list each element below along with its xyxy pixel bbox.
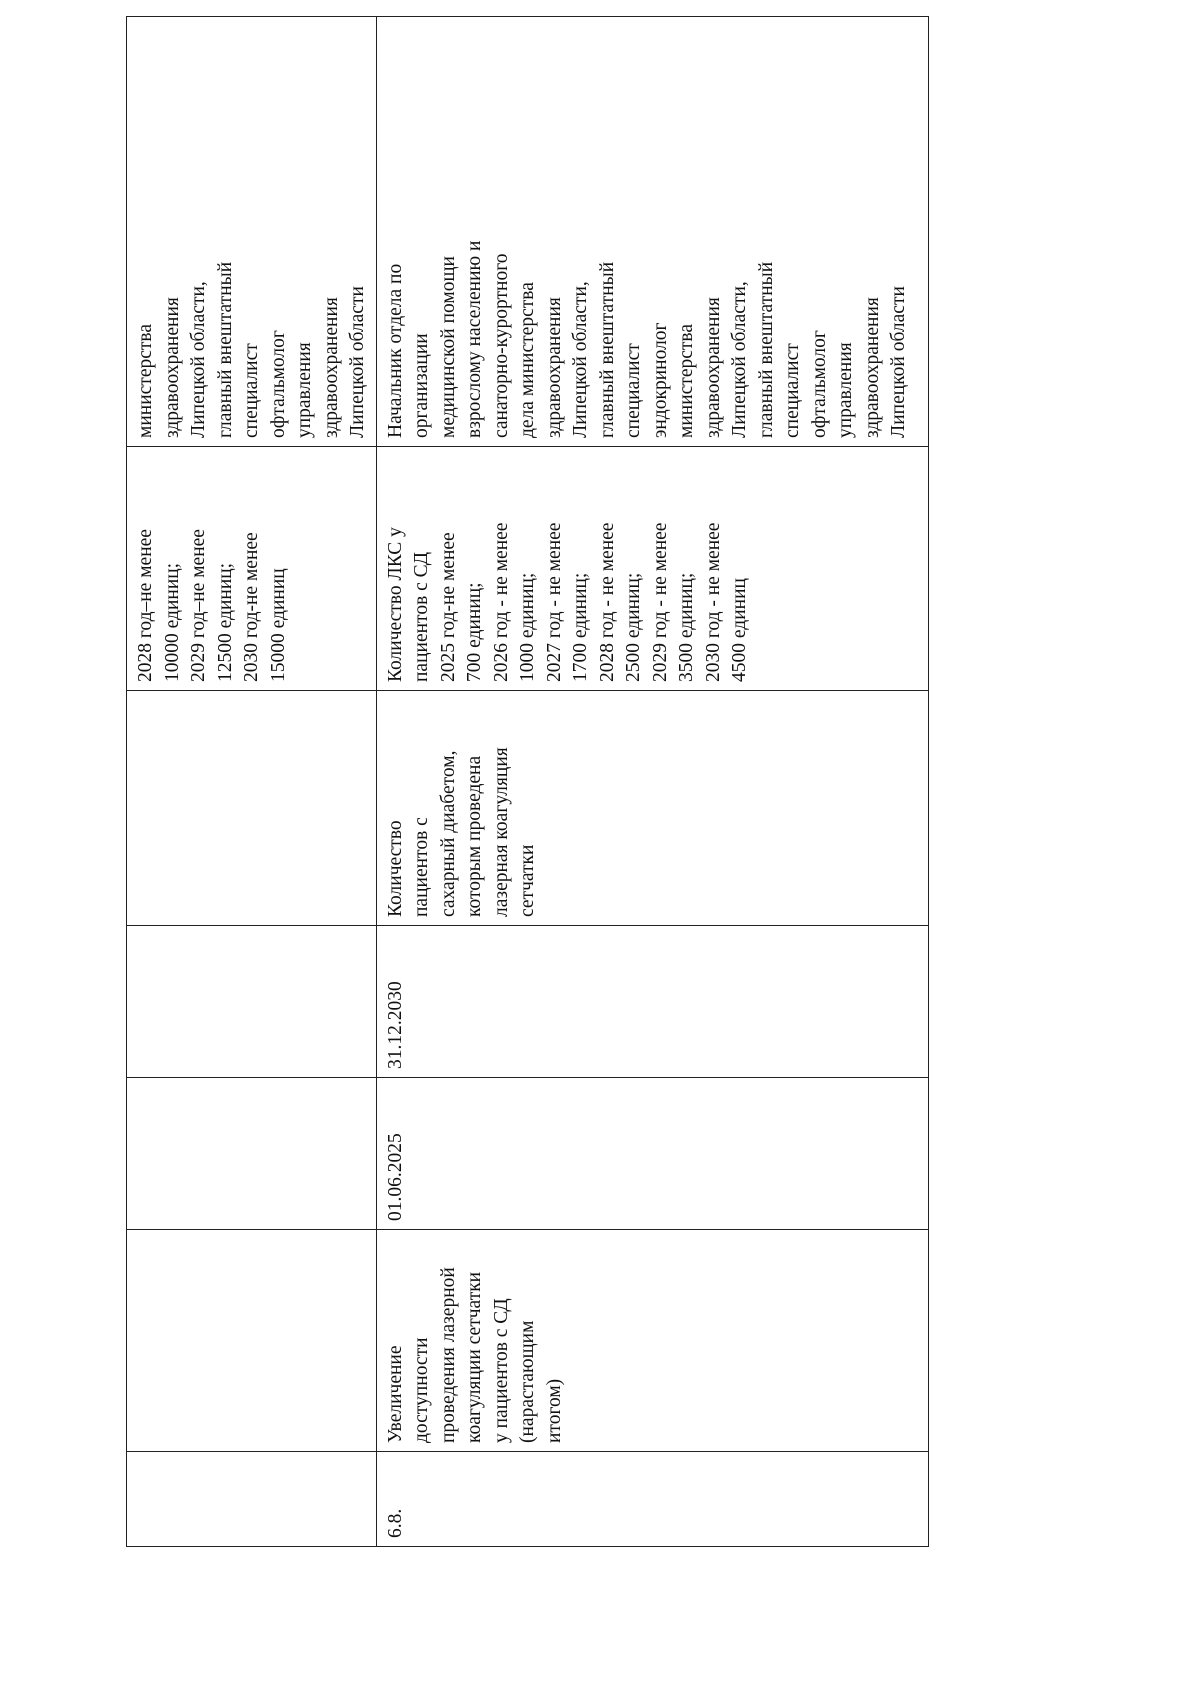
table-row-continuation (127, 17, 377, 1547)
end-date: 31.12.2030 (384, 981, 406, 1069)
table-row-6-8 (376, 17, 928, 1547)
cell-start-date (376, 1078, 928, 1230)
cell-number-empty (127, 1452, 377, 1547)
cell-indicator-empty (127, 691, 377, 926)
cell-end-date (376, 926, 928, 1078)
rotated-page-content (126, 17, 916, 1547)
cell-indicator (376, 691, 928, 926)
plan-table (126, 16, 929, 1547)
cell-end-date-empty (127, 926, 377, 1078)
row-number: 6.8. (384, 1508, 406, 1538)
cell-responsible (376, 17, 928, 447)
cell-indicator-values (376, 447, 928, 691)
cell-activity (376, 1230, 928, 1452)
indicator-values-text: 2028 год–не менее 10000 единиц; 2029 год–не менее 12500 единиц; 2030 год-не менее 15000 единиц (135, 529, 289, 682)
cell-activity-empty (127, 1230, 377, 1452)
cell-number (376, 1452, 928, 1547)
cell-responsible (127, 17, 377, 447)
responsible-text: министерства здравоохранения Липецкой области, главный внештатный специалист офтальмолог управления здравоохранения Липецкой области (135, 261, 368, 438)
cell-start-date-empty (127, 1078, 377, 1230)
cell-indicator-values (127, 447, 377, 691)
indicator-values-text: Количество ЛКС у пациентов с СД 2025 год-не менее 700 единиц; 2026 год - не менее 1000 единиц; 2027 год - не менее 1700 единиц; 2028 год - не менее 2500 единиц; 2029 год - не менее 3500 единиц; 2030 год - не менее 4500 единиц (384, 522, 750, 682)
activity-text: Увеличение доступности проведения лазерной коагуляции сетчатки у пациентов с СД (нарастающим итогом) (384, 1267, 565, 1443)
responsible-text: Начальник отдела по организации медицинской помощи взрослому населению и санаторно-курортного дела министерства здравоохранения Липецкой области, главный внештатный специалист эндокринолог министерства здравоохранения Липецкой области, главный внештатный специалист офтальмолог управления здравоохранения Липецкой области (384, 240, 909, 438)
start-date: 01.06.2025 (384, 1133, 406, 1221)
indicator-text: Количество пациентов с сахарный диабетом, которым проведена лазерная коагуляция сетчатки (384, 747, 538, 917)
